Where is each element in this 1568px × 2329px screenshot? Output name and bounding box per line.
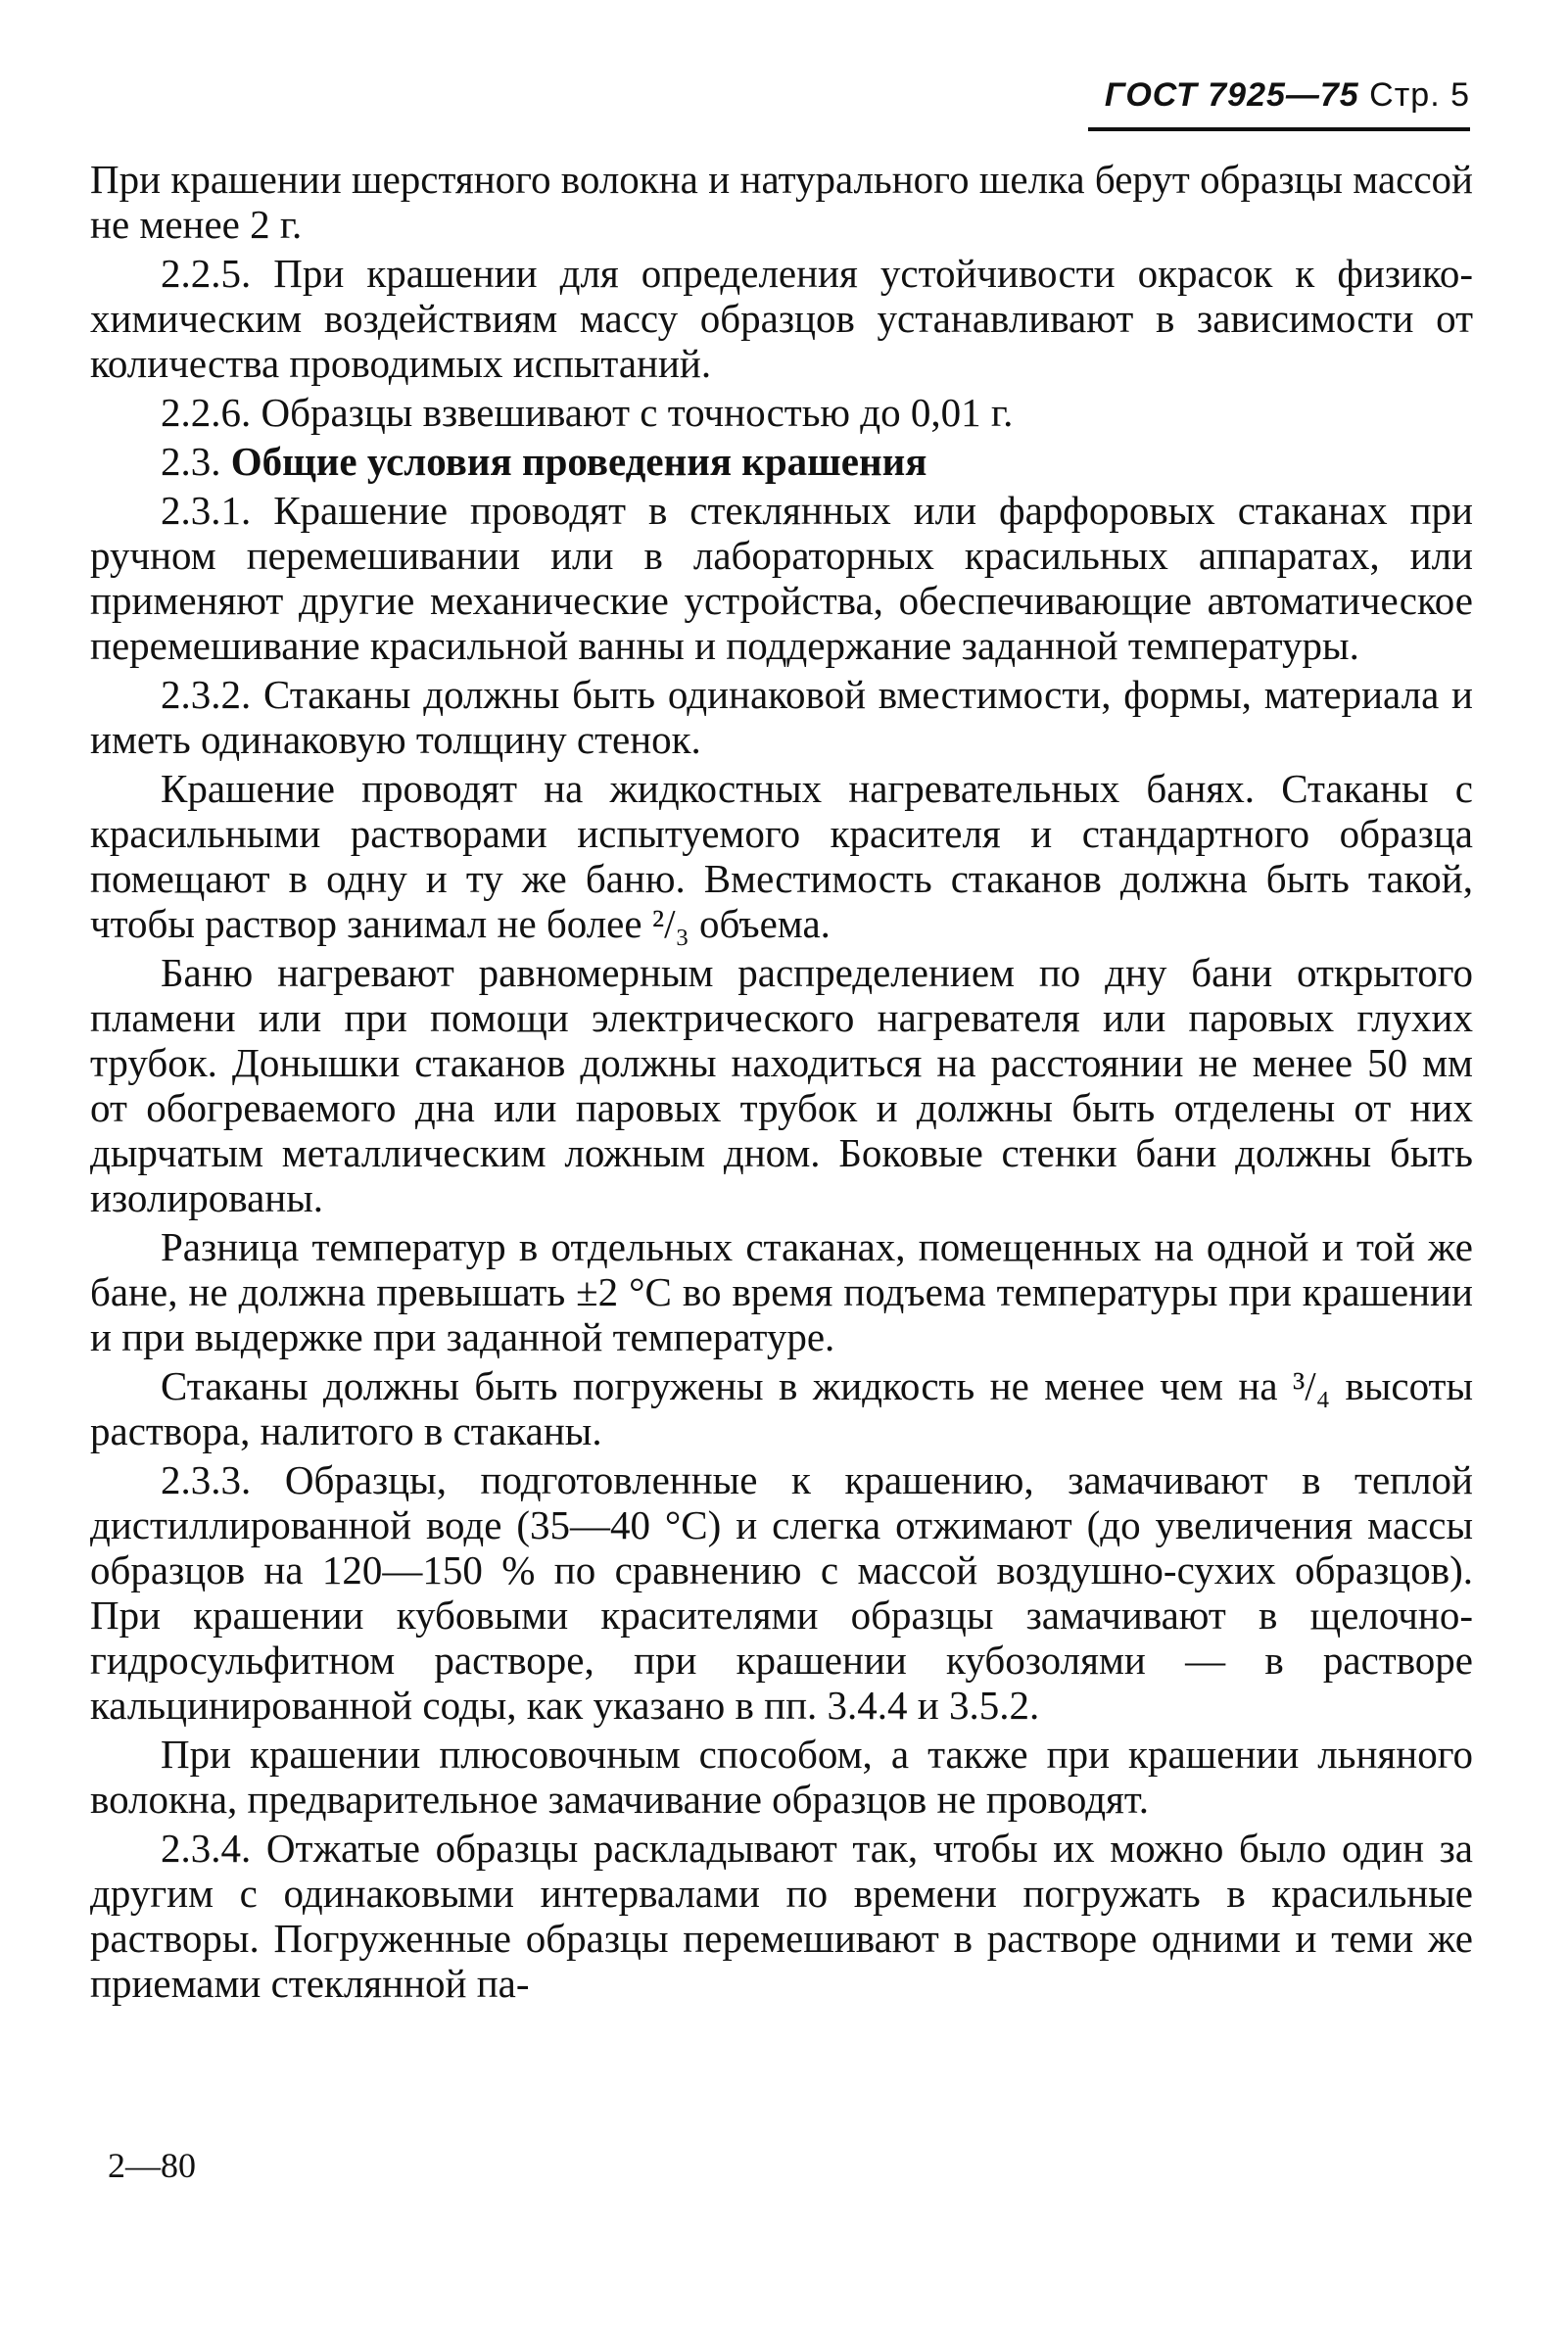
paragraph: 2.3.1. Крашение проводят в стеклянных или фарфоровых стаканах при ручном перемешивании или в лабораторных красильных аппаратах, или применяют другие механические устройства, обеспечивающие автоматическое перемешивание красильной ванны и поддержание заданной температуры. xyxy=(90,488,1473,668)
print-code: 2—80 xyxy=(108,2146,196,2185)
paragraph: 2.2.6. Образцы взвешивают с точностью до 0,01 г. xyxy=(161,390,1014,435)
paragraph: Разница температур в отдельных стаканах, помещенных на одной и той же бане, не должна превышать ±2 °С во время подъема температуры при крашении и при выдержке при заданной температуре. xyxy=(90,1224,1473,1359)
body-text xyxy=(90,157,1473,2010)
page-number: Стр. 5 xyxy=(1369,76,1470,114)
document-reference: ГОСТ 7925—75 xyxy=(1104,76,1359,114)
paragraph: 2.3.3. Образцы, подготовленные к крашению, замачивают в теплой дистиллированной воде (35—40 °С) и слегка отжимают (до увеличения массы образцов на 120—150 % по сравнению с массой воздушно-сухих образцов). При крашении кубовыми красителями образцы замачивают в щелочно-гидросульфитном растворе, при крашении кубозолями — в растворе кальцинированной соды, как указано в пп. 3.4.4 и 3.5.2. xyxy=(90,1457,1473,1728)
paragraph: Баню нагревают равномерным распределением по дну бани открытого пламени или при помощи электрического нагревателя или паровых глухих трубок. Донышки стаканов должны находиться на расстоянии не менее 50 мм от обогреваемого дна или паровых трубок и должны быть отделены от них дырчатым металлическим ложным дном. Боковые стенки бани должны быть изолированы. xyxy=(90,950,1473,1220)
paragraph: При крашении шерстяного волокна и натурального шелка берут образцы массой не менее 2 г. xyxy=(90,157,1473,247)
header-rule xyxy=(1088,127,1470,131)
paragraph: При крашении плюсовочным способом, а также при крашении льняного волокна, предварительное замачивание образцов не проводят. xyxy=(90,1732,1473,1822)
section-heading xyxy=(90,439,1473,484)
section-title: Общие условия проведения крашения xyxy=(230,439,927,484)
paragraph: Стаканы должны быть погружены в жидкость не менее чем на ³/₄ высоты раствора, налитого в стаканы. xyxy=(90,1363,1473,1453)
paragraph: 2.2.5. При крашении для определения устойчивости окрасок к физико-химическим воздействиям массу образцов устанавливают в зависимости от количества проводимых испытаний. xyxy=(90,251,1473,386)
paragraph: 2.3.4. Отжатые образцы раскладывают так, чтобы их можно было один за другим с одинаковыми интервалами по времени погружать в красильные растворы. Погруженные образцы перемешивают в растворе одними и теми же приемами стеклянной па- xyxy=(90,1826,1473,2006)
paragraph: 2.3.2. Стаканы должны быть одинаковой вместимости, формы, материала и иметь одинаковую толщину стенок. xyxy=(90,672,1473,762)
page-header xyxy=(1078,76,1470,115)
paragraph: Крашение проводят на жидкостных нагревательных банях. Стаканы с красильными растворами испытуемого красителя и стандартного образца помещают в одну и ту же баню. Вместимость стаканов должна быть такой, чтобы раствор занимал не более ²/₃ объема. xyxy=(90,766,1473,946)
section-number: 2.3. xyxy=(161,439,221,484)
